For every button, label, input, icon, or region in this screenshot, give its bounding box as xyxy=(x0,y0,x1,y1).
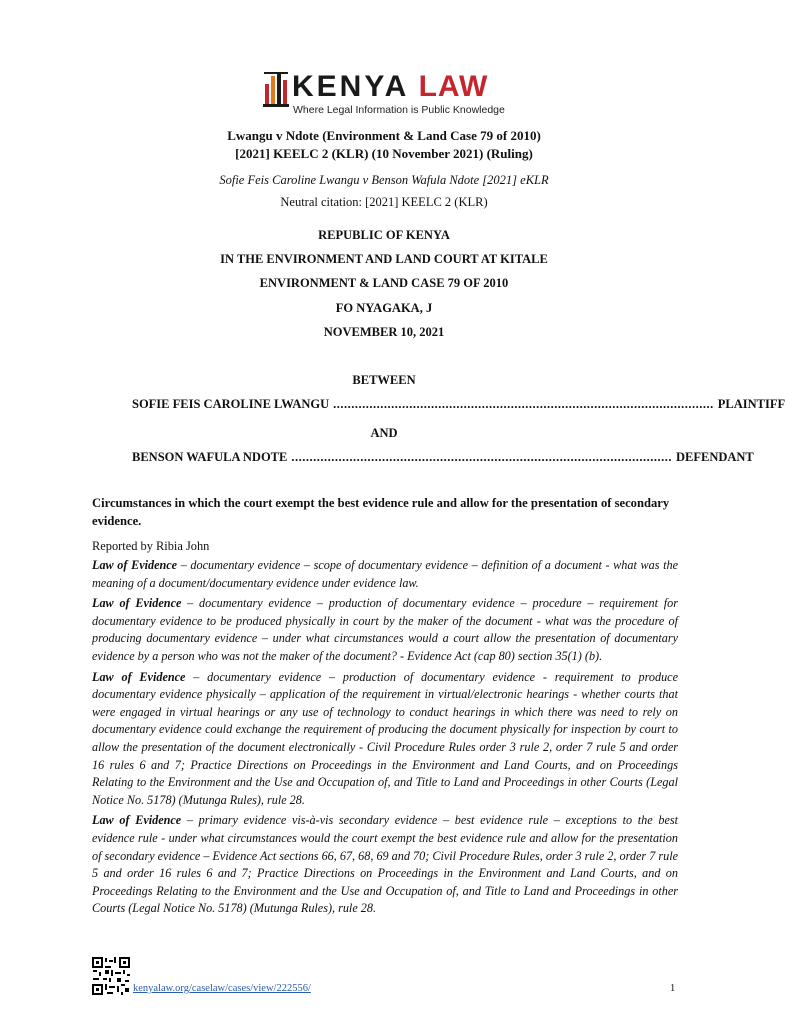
neutral-citation: Neutral citation: [2021] KEELC 2 (KLR) xyxy=(280,195,488,209)
pillars-icon xyxy=(262,68,290,108)
footer-case-link[interactable]: kenyalaw.org/caselaw/cases/view/222556/ xyxy=(133,983,311,994)
catchword-paragraph: Law of Evidence – primary evidence vis-à-vis secondary evidence – best evidence rule – exceptions to the best evidence rule - under what circumstances would the court exempt the best evidence rule and allow for the presentation of secondary evidence – Evidence Act sections 66, 67, 68, 69 and 70; Civil Procedure Rules, order 3 rule 2, order 7 rule 5 and order 16 rules 6 and 7; Practice Directions on Proceedings in the Environment and Land Courts, and on Proceedings Relating to the Environment and the Use and Occupation of, and Title to Land and Proceedings in other Courts (Legal Notice No. 5178) (Mutunga Rules), rule 28. xyxy=(92,813,678,916)
catchword-paragraph: Law of Evidence – documentary evidence – production of documentary evidence – procedure – requirement for documentary evidence to be produced physically in court by the maker of the document - what was the procedure of producing documentary evidence – under what circumstances would a court allow the presentation of documentary evidence by a person who was not the maker of the document? - Evidence Act (cap 80) section 35(1) (b). xyxy=(92,596,678,663)
defendant-role: DEFENDANT xyxy=(675,450,754,464)
defendant-dots: ......................................................................................................... xyxy=(291,450,672,464)
case-summary: Circumstances in which the court exempt the best evidence rule and allow for the presentation of secondary evidence. xyxy=(92,496,670,528)
between-label: BETWEEN xyxy=(352,373,416,387)
logo-brand-red: LAW xyxy=(418,70,489,103)
court-name: IN THE ENVIRONMENT AND LAND COURT AT KITALE xyxy=(220,252,548,266)
kenya-law-logo xyxy=(262,68,512,120)
plaintiff-line xyxy=(132,397,785,412)
republic-heading: REPUBLIC OF KENYA xyxy=(318,228,450,242)
catchword-paragraph: Law of Evidence – documentary evidence – scope of documentary evidence – definition of a document - what was the meaning of a document/documentary evidence under evidence law. xyxy=(92,558,678,590)
and-label: AND xyxy=(370,426,398,440)
case-title-line1: Lwangu v Ndote (Environment & Land Case 79 of 2010) xyxy=(227,128,541,143)
defendant-name: BENSON WAFULA NDOTE xyxy=(132,450,288,464)
logo-brand-dark: KENYA xyxy=(292,70,410,103)
case-title-line2: [2021] KEELC 2 (KLR) (10 November 2021) (Ruling) xyxy=(235,146,533,161)
reported-by: Reported by Ribia John xyxy=(92,539,210,553)
defendant-line xyxy=(132,450,754,465)
catchword-paragraph: Law of Evidence – documentary evidence – production of documentary evidence - requirement to produce documentary evidence physically – application of the requirement in virtual/electronic hearings - whether courts that were engaged in virtual hearings or any use of technology to conduct hearings in which there was need to rely on documentary evidence could exchange the requirement of producing the document physically for inspection by court to allow the presentation of the document electronically - Civil Procedure Rules order 3 rule 2, order 7 rule 5 and order 16 rules 6 and 7; Practice Directions on Proceedings in the Environment and Land Courts, and on Proceedings Relating to the Environment and the Use and Occupation of, and Title to Land and Proceedings in other Courts (Legal Notice No. 5178) (Mutunga Rules), rule 28. xyxy=(92,669,678,807)
plaintiff-name: SOFIE FEIS CAROLINE LWANGU xyxy=(132,397,330,411)
page-number: 1 xyxy=(670,983,676,994)
ruling-date: NOVEMBER 10, 2021 xyxy=(323,325,445,339)
qr-code-icon xyxy=(91,956,131,996)
plaintiff-dots: ......................................................................................................... xyxy=(333,397,714,411)
plaintiff-role: PLAINTIFF xyxy=(717,397,785,411)
judge-name: FO NYAGAKA, J xyxy=(335,301,433,315)
catchwords xyxy=(92,557,678,918)
case-number: ENVIRONMENT & LAND CASE 79 OF 2010 xyxy=(259,276,509,290)
eklr-citation: Sofie Feis Caroline Lwangu v Benson Wafula Ndote [2021] eKLR xyxy=(219,173,549,187)
logo-tagline: Where Legal Information is Public Knowledge xyxy=(293,104,505,116)
